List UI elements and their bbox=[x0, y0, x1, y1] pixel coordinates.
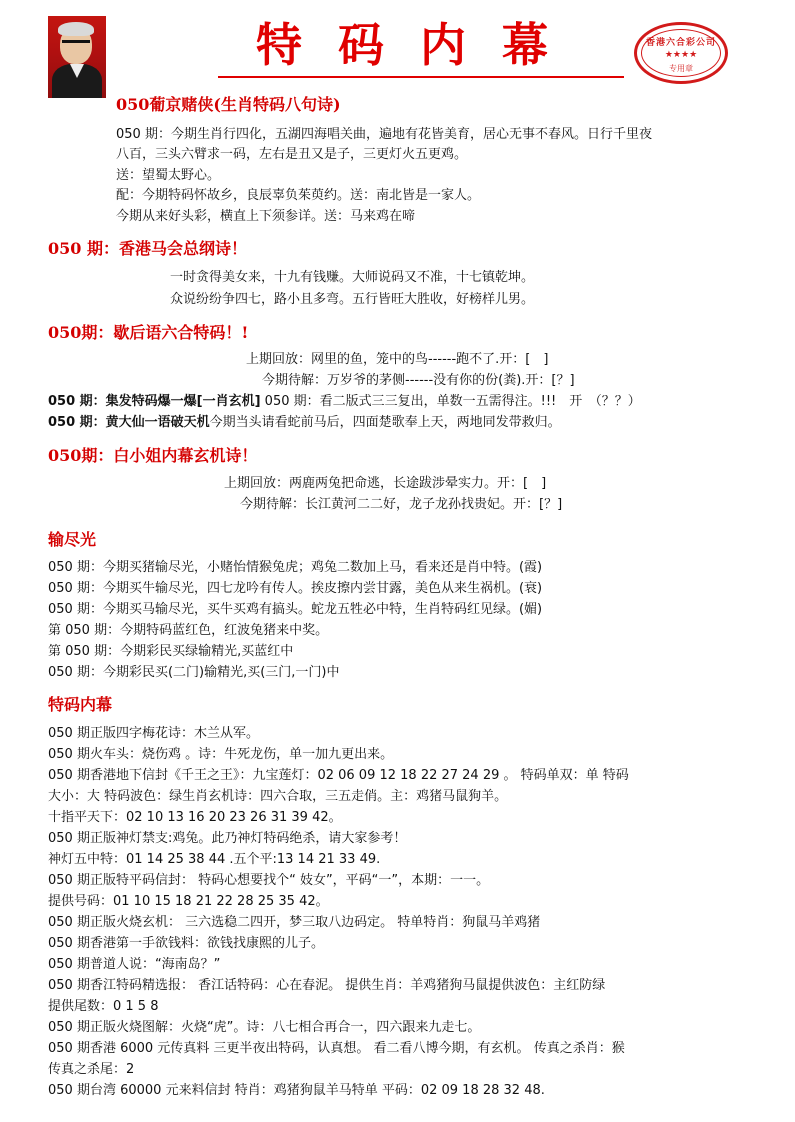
text-line: 配：今期特码怀故乡，良辰辜负茱萸约。送：南北皆是一家人。 bbox=[116, 188, 481, 203]
text-line: 传真之杀尾：2 bbox=[48, 1062, 135, 1077]
line-text: 今期当头请看蛇前马后，四面楚歌奉上天，两地同发带救归。 bbox=[209, 415, 561, 430]
text-line: 十指平天下：02 10 13 16 20 23 26 31 39 42。 bbox=[48, 810, 342, 825]
text-line: 今期待解：万岁爷的茅侧------没有你的份(粪).开：[？] bbox=[262, 373, 575, 388]
page-title: 特码内幕 bbox=[256, 18, 584, 72]
text-line: 050 期正版神灯禁支:鸡兔。此乃神灯特码绝杀，请大家参考！ bbox=[48, 831, 407, 846]
text-line: 050 期火车头：烧伤鸡 。诗：牛死龙伤，单一加九更出来。 bbox=[48, 747, 394, 762]
text-line: 050 期：今期买马输尽光，买牛买鸡有搞头。蛇龙五牲必中特，生肖特码红见绿。(媚) bbox=[48, 602, 543, 617]
text-line: 第 050 期：今期彩民买绿输精光,买蓝红中 bbox=[48, 644, 294, 659]
seal-label: 专用章 bbox=[669, 64, 693, 73]
text-line: 上期回放：网里的鱼，笼中的鸟------跑不了.开：[ ] bbox=[246, 352, 549, 367]
text-line: 050 期：今期彩民买(二门)输精光,买(三门,一门)中 bbox=[48, 665, 340, 680]
text-line: 上期回放：两鹿两兔把命逃，长途跋涉晕实力。开：[ ] bbox=[224, 476, 547, 491]
text-line: 提供号码：01 10 15 18 21 22 28 25 35 42。 bbox=[48, 894, 329, 909]
text-line: 050 期正版四字梅花诗：木兰从军。 bbox=[48, 726, 259, 741]
text-line: 一时贪得美女来，十九有钱赚。大师说码又不准，十七镇乾坤。 bbox=[170, 270, 535, 285]
text-line: 神灯五中特：01 14 25 38 44 .五个平:13 14 21 33 49. bbox=[48, 852, 381, 867]
text-line: 提供尾数：0 1 5 8 bbox=[48, 999, 159, 1014]
title-underline bbox=[218, 76, 624, 78]
text-line bbox=[48, 413, 561, 432]
section-heading-special-code-inside: 特码内幕 bbox=[48, 695, 113, 714]
text-line: 050 期香港地下信封《千王之王》：九宝莲灯：02 06 09 12 18 22 27 24 29 。 特码单双：单 特码 bbox=[48, 768, 629, 783]
text-line: 050 期普道人说：“海南岛？” bbox=[48, 957, 221, 972]
company-seal bbox=[634, 22, 728, 84]
seal-stars: ★★★★ bbox=[664, 50, 698, 60]
text-line: 大小：大 特码波色：绿生肖玄机诗：四六合取，三五走俏。主：鸡猪马鼠狗羊。 bbox=[48, 789, 508, 804]
text-line: 今期待解：长江黄河二二好，龙子龙孙找贵妃。开：[？] bbox=[240, 497, 563, 512]
text-line: 050 期：今期买牛输尽光，四七龙吟有传人。挨皮擦内尝甘露，美色从来生祸机。(衰) bbox=[48, 581, 543, 596]
bold-label: 050 期：集发特码爆一爆[一肖玄机] bbox=[48, 394, 261, 409]
text-line: 050 期香港第一手欲钱料：欲钱找康熙的儿子。 bbox=[48, 936, 324, 951]
text-line: 050 期正版火烧玄机： 三六选稳二四开，梦三取八边码定。 特单特肖：狗鼠马羊鸡猪 bbox=[48, 915, 541, 930]
seal-text: 香港六合彩公司 bbox=[645, 38, 716, 48]
text-line: 第 050 期：今期特码蓝红色，红波兔猪来中奖。 bbox=[48, 623, 329, 638]
text-line: 050 期正版特平码信封： 特码心想要找个“ 妓女”，平码“一”，本期：一一。 bbox=[48, 873, 490, 888]
section-heading-proverb: 050期：歇后语六合特码！! bbox=[48, 323, 249, 342]
text-line: 送：望蜀太野心。 bbox=[116, 168, 221, 183]
avatar-hair bbox=[58, 22, 94, 36]
avatar-glasses bbox=[62, 40, 90, 51]
text-line: 今期从来好头彩，横直上下须参详。送：马来鸡在啼 bbox=[116, 209, 416, 224]
text-line: 050 期：今期生肖行四化，五湖四海唱关曲，遍地有花皆美育，居心无事不春风。日行千里夜 bbox=[116, 127, 652, 142]
section-heading-lose-all: 输尽光 bbox=[48, 530, 97, 549]
section-heading-hk-jockey-poem: 050 期：香港马会总纲诗！ bbox=[48, 239, 247, 258]
line-text: 050 期：看二版式三三复出，单数一五需得注。!!! 开 （？？） bbox=[260, 394, 641, 409]
text-line: 050 期正版火烧图解：火烧“虎”。诗：八七相合再合一，四六跟来九走七。 bbox=[48, 1020, 481, 1035]
section-heading-miss-bai: 050期：白小姐内幕玄机诗！ bbox=[48, 446, 258, 465]
bold-label: 050 期：黄大仙一语破天机 bbox=[48, 415, 210, 430]
text-line: 050 期香江特码精选报： 香江话特码：心在春泥。 提供生肖：羊鸡猪狗马鼠提供波色：主红防绿 bbox=[48, 978, 606, 993]
section-heading-putian-gambler: 050葡京赌侠(生肖特码八句诗) bbox=[116, 95, 341, 114]
text-line: 050 期香港 6000 元传真料 三更半夜出特码，认真想。 看二看八博今期，有玄机。 传真之杀肖：猴 bbox=[48, 1041, 625, 1056]
text-line: 050 期：今期买猪输尽光，小赌怡情猴兔虎；鸡兔二数加上马，看来还是肖中特。(霞) bbox=[48, 560, 543, 575]
text-line bbox=[48, 392, 641, 411]
avatar-photo bbox=[48, 16, 106, 98]
text-line: 八百，三头六臂求一码，左右是丑又是子，三更灯火五更鸡。 bbox=[116, 147, 468, 162]
text-line: 众说纷纷争四七，路小且多弯。五行皆旺大胜收，好榜样儿男。 bbox=[170, 292, 535, 307]
text-line: 050 期台湾 60000 元来料信封 特肖：鸡猪狗鼠羊马特单 平码：02 09 18 28 32 48. bbox=[48, 1083, 545, 1098]
